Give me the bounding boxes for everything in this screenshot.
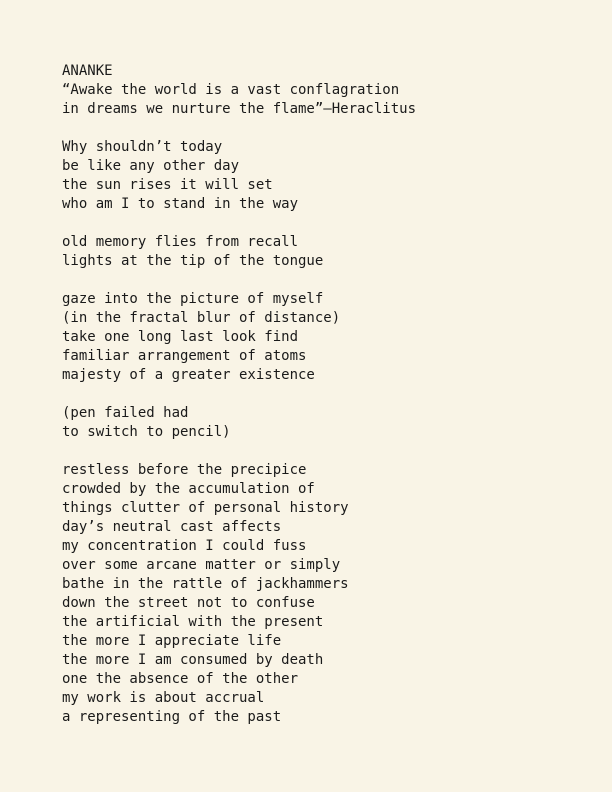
stanza bbox=[62, 461, 602, 727]
poem-line: a representing of the past bbox=[62, 709, 282, 725]
poem-line: my work is about accrual bbox=[62, 690, 265, 706]
poem-line: bathe in the rattle of jackhammers bbox=[62, 576, 349, 592]
stanza bbox=[62, 233, 602, 271]
poem-line: old memory flies from recall bbox=[62, 234, 299, 250]
poem-line: who am I to stand in the way bbox=[62, 196, 299, 212]
poem-line: down the street not to confuse bbox=[62, 595, 315, 611]
poem-line: crowded by the accumulation of bbox=[62, 481, 315, 497]
poem-title: ANANKE bbox=[62, 63, 113, 79]
poem-line: familiar arrangement of atoms bbox=[62, 348, 307, 364]
poem-line: gaze into the picture of myself bbox=[62, 291, 324, 307]
poem-line: over some arcane matter or simply bbox=[62, 557, 341, 573]
poem-line: (in the fractal blur of distance) bbox=[62, 310, 341, 326]
epigraph-line: in dreams we nurture the flame”—Heraclitus bbox=[62, 101, 417, 117]
poem-line: majesty of a greater existence bbox=[62, 367, 315, 383]
poem-line: things clutter of personal history bbox=[62, 500, 349, 516]
poem-line: Why shouldn’t today bbox=[62, 139, 223, 155]
poem-line: to switch to pencil) bbox=[62, 424, 231, 440]
poem-line: restless before the precipice bbox=[62, 462, 307, 478]
stanza bbox=[62, 290, 602, 385]
stanza bbox=[62, 404, 602, 442]
poem-line: the more I am consumed by death bbox=[62, 652, 324, 668]
poem-line: (pen failed had bbox=[62, 405, 189, 421]
poem-line: lights at the tip of the tongue bbox=[62, 253, 324, 269]
stanza bbox=[62, 138, 602, 214]
poem-line: one the absence of the other bbox=[62, 671, 299, 687]
poem-line: the more I appreciate life bbox=[62, 633, 282, 649]
poem-line: the sun rises it will set bbox=[62, 177, 273, 193]
poem-line: day’s neutral cast affects bbox=[62, 519, 282, 535]
poem-line: my concentration I could fuss bbox=[62, 538, 307, 554]
poem-line: the artificial with the present bbox=[62, 614, 324, 630]
epigraph-line: “Awake the world is a vast conflagration bbox=[62, 82, 400, 98]
poem-line: be like any other day bbox=[62, 158, 240, 174]
poem-line: take one long last look find bbox=[62, 329, 299, 345]
poem-page bbox=[62, 62, 602, 727]
poem-header bbox=[62, 62, 602, 119]
